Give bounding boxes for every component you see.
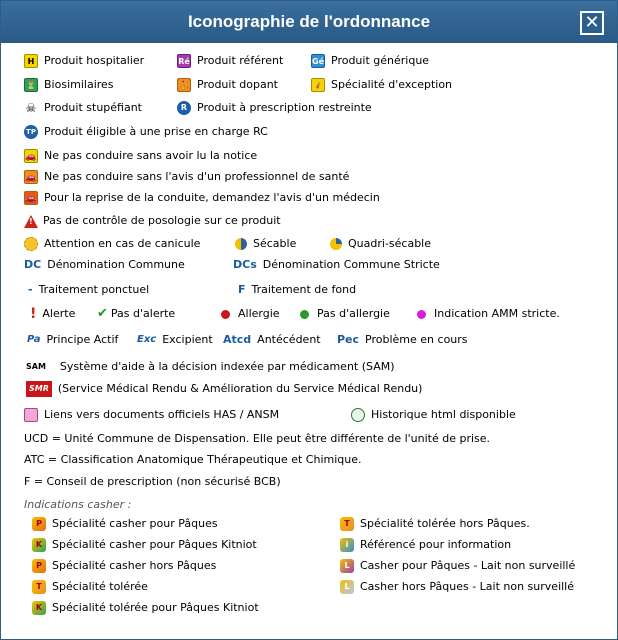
pa-icon: Pa	[27, 334, 41, 345]
casher-lait-hors-icon: L	[340, 580, 354, 594]
money-bag-icon: 💰	[311, 78, 325, 92]
dcs-icon: DCs	[233, 258, 257, 271]
legend-generique	[311, 53, 429, 69]
legend-label: Problème en cours	[365, 333, 468, 346]
red-dot-icon	[221, 310, 230, 319]
legend-label: Produit générique	[331, 54, 430, 67]
legend-label: Produit référent	[197, 54, 284, 67]
close-button[interactable]: ✕	[580, 11, 604, 35]
f-icon: F	[24, 475, 31, 488]
legend-pec	[337, 332, 468, 348]
history-clock-icon	[351, 408, 365, 422]
casher-left-3	[32, 579, 148, 595]
legend-restreinte	[177, 100, 372, 116]
sun-icon	[24, 237, 38, 251]
hospital-icon: H	[24, 54, 38, 68]
legend-content	[1, 43, 617, 639]
legend-label: Pas d'allergie	[317, 307, 390, 320]
legend-label: Allergie	[238, 307, 280, 320]
legend-dcs	[233, 257, 440, 273]
legend-hospitalier	[24, 53, 144, 69]
warning-icon	[24, 215, 38, 228]
legend-label: Spécialité tolérée	[52, 580, 148, 593]
legend-label: Attention en cas de canicule	[44, 237, 201, 250]
legend-label: Spécialité casher pour Pâques	[52, 517, 218, 530]
legend-label: Produit hospitalier	[44, 54, 145, 67]
legend-dopant	[177, 77, 278, 93]
casher-toleree-icon: T	[32, 580, 46, 594]
legend-label: (Service Médical Rendu & Amélioration du Service Médical Rendu)	[57, 382, 423, 395]
casher-left-0	[32, 516, 218, 532]
legend-label: Produit à prescription restreinte	[197, 101, 372, 114]
legend-label: Spécialité tolérée pour Pâques Kitniot	[52, 601, 259, 614]
legend-label: Traitement de fond	[251, 283, 357, 296]
legend-amm	[417, 306, 560, 322]
casher-right-1	[340, 537, 511, 553]
legend-atc: ATC = Classification Anatomique Thérapeutique et Chimique.	[24, 453, 362, 466]
legend-label: Casher pour Pâques - Lait non surveillé	[360, 559, 576, 572]
legend-quadri	[330, 236, 431, 252]
legend-canicule	[24, 236, 200, 252]
casher-info-icon: i	[340, 538, 354, 552]
legend-label: Historique html disponible	[371, 408, 516, 421]
car-icon: 🚗	[24, 191, 38, 205]
casher-hors-paques-icon: P	[32, 559, 46, 573]
legend-historique	[351, 407, 516, 423]
legend-label: Principe Actif	[46, 333, 119, 346]
pec-icon: Pec	[337, 333, 360, 346]
half-pill-icon	[235, 238, 247, 250]
green-dot-icon	[300, 310, 309, 319]
dialog-title: Iconographie de l'ordonnance	[187, 12, 431, 31]
legend-label: Spécialité casher pour Pâques Kitniot	[52, 538, 257, 551]
legend-label: Traitement ponctuel	[38, 283, 150, 296]
dc-icon: DC	[24, 258, 42, 271]
atcd-icon: Atcd	[223, 333, 252, 346]
casher-left-1	[32, 537, 257, 553]
legend-ponctuel	[28, 282, 149, 298]
legend-pas-alerte	[97, 306, 175, 322]
legend-secable	[235, 236, 296, 252]
exc-icon: Exc	[137, 334, 157, 345]
legend-label: Référencé pour information	[360, 538, 512, 551]
legend-atcd	[223, 332, 321, 348]
legend-conduire-2	[24, 169, 349, 185]
legend-conduire-1	[24, 148, 257, 164]
legend-allergie	[221, 306, 280, 322]
car-icon: 🚗	[24, 170, 38, 184]
restricted-icon: R	[177, 101, 191, 115]
legend-label: Liens vers documents officiels HAS / ANSM	[44, 408, 280, 421]
legend-label: Pas de contrôle de posologie sur ce produit	[43, 214, 281, 227]
legend-label: Système d'aide à la décision indexée par médicament (SAM)	[59, 360, 395, 373]
legend-stupefiant	[24, 100, 142, 116]
casher-left-4	[32, 600, 259, 616]
casher-lait-icon: L	[340, 559, 354, 573]
legend-label: Spécialité d'exception	[331, 78, 453, 91]
legend-label: Ne pas conduire sans l'avis d'un professionnel de santé	[44, 170, 350, 183]
legend-fond	[238, 282, 356, 298]
exclamation-icon: !	[30, 306, 37, 322]
f-icon: F	[238, 283, 246, 296]
legend-pas-allergie	[300, 306, 390, 322]
legend-posologie	[24, 213, 281, 229]
legend-conduire-3	[24, 190, 380, 206]
legend-exception	[311, 77, 452, 93]
legend-label: Pas d'alerte	[110, 307, 176, 320]
legend-label: Dénomination Commune Stricte	[262, 258, 440, 271]
generique-icon: Gé	[311, 54, 325, 68]
legend-label: Alerte	[42, 307, 76, 320]
legend-biosimilaires	[24, 77, 114, 93]
legend-smr	[26, 381, 422, 397]
legend-alerte	[30, 306, 75, 322]
legend-label: Produit stupéfiant	[44, 101, 142, 114]
legend-pa	[27, 332, 118, 348]
legend-label: Sécable	[253, 237, 297, 250]
legend-label: Casher hors Pâques - Lait non surveillé	[360, 580, 575, 593]
legend-dc	[24, 257, 185, 273]
referent-icon: Ré	[177, 54, 191, 68]
tp-icon: TP	[24, 125, 38, 139]
sam-icon: SAM	[26, 362, 46, 371]
casher-right-0	[340, 516, 530, 532]
runner-icon: ⛹	[177, 78, 191, 92]
legend-label: Antécédent	[257, 333, 321, 346]
legend-label: Produit dopant	[197, 78, 278, 91]
legend-label: Produit éligible à une prise en charge RC	[44, 125, 268, 138]
legend-label: Quadri-sécable	[348, 237, 431, 250]
dash-icon: -	[28, 283, 33, 296]
legend-label: = Conseil de prescription (non sécurisé BCB)	[30, 475, 281, 488]
legend-has	[24, 407, 279, 423]
skull-icon: ☠	[25, 101, 37, 115]
casher-pessah-icon: P	[32, 517, 46, 531]
legend-label: Indication AMM stricte.	[434, 307, 560, 320]
casher-right-3	[340, 579, 574, 595]
legend-label: Dénomination Commune	[47, 258, 185, 271]
legend-label: Biosimilaires	[44, 78, 114, 91]
legend-referent	[177, 53, 283, 69]
check-icon: ✔	[97, 306, 108, 321]
casher-header: Indications casher :	[24, 498, 132, 511]
legend-sam	[26, 359, 395, 375]
legend-label: Spécialité tolérée hors Pâques.	[360, 517, 530, 530]
casher-kitniot-icon: K	[32, 538, 46, 552]
legend-label: Ne pas conduire sans avoir lu la notice	[44, 149, 258, 162]
smr-icon: SMR	[26, 381, 52, 397]
legend-label: Excipient	[162, 333, 213, 346]
casher-toleree-kitniot-icon: K	[32, 601, 46, 615]
casher-left-2	[32, 558, 216, 574]
quarter-pill-icon	[330, 238, 342, 250]
car-icon: 🚗	[24, 149, 38, 163]
document-link-icon	[24, 408, 38, 422]
magenta-dot-icon	[417, 310, 426, 319]
title-bar	[1, 1, 617, 43]
casher-toleree-hors-icon: T	[340, 517, 354, 531]
legend-ucd: UCD = Unité Commune de Dispensation. Elle peut être différente de l'unité de prise.	[24, 432, 491, 445]
hourglass-icon: ⏳	[24, 78, 38, 92]
legend-exc	[137, 332, 213, 348]
legend-label: Spécialité casher hors Pâques	[52, 559, 217, 572]
legend-rc	[24, 124, 268, 140]
legend-label: Pour la reprise de la conduite, demandez l'avis d'un médecin	[44, 191, 380, 204]
legend-conseil	[24, 474, 281, 490]
casher-right-2	[340, 558, 575, 574]
